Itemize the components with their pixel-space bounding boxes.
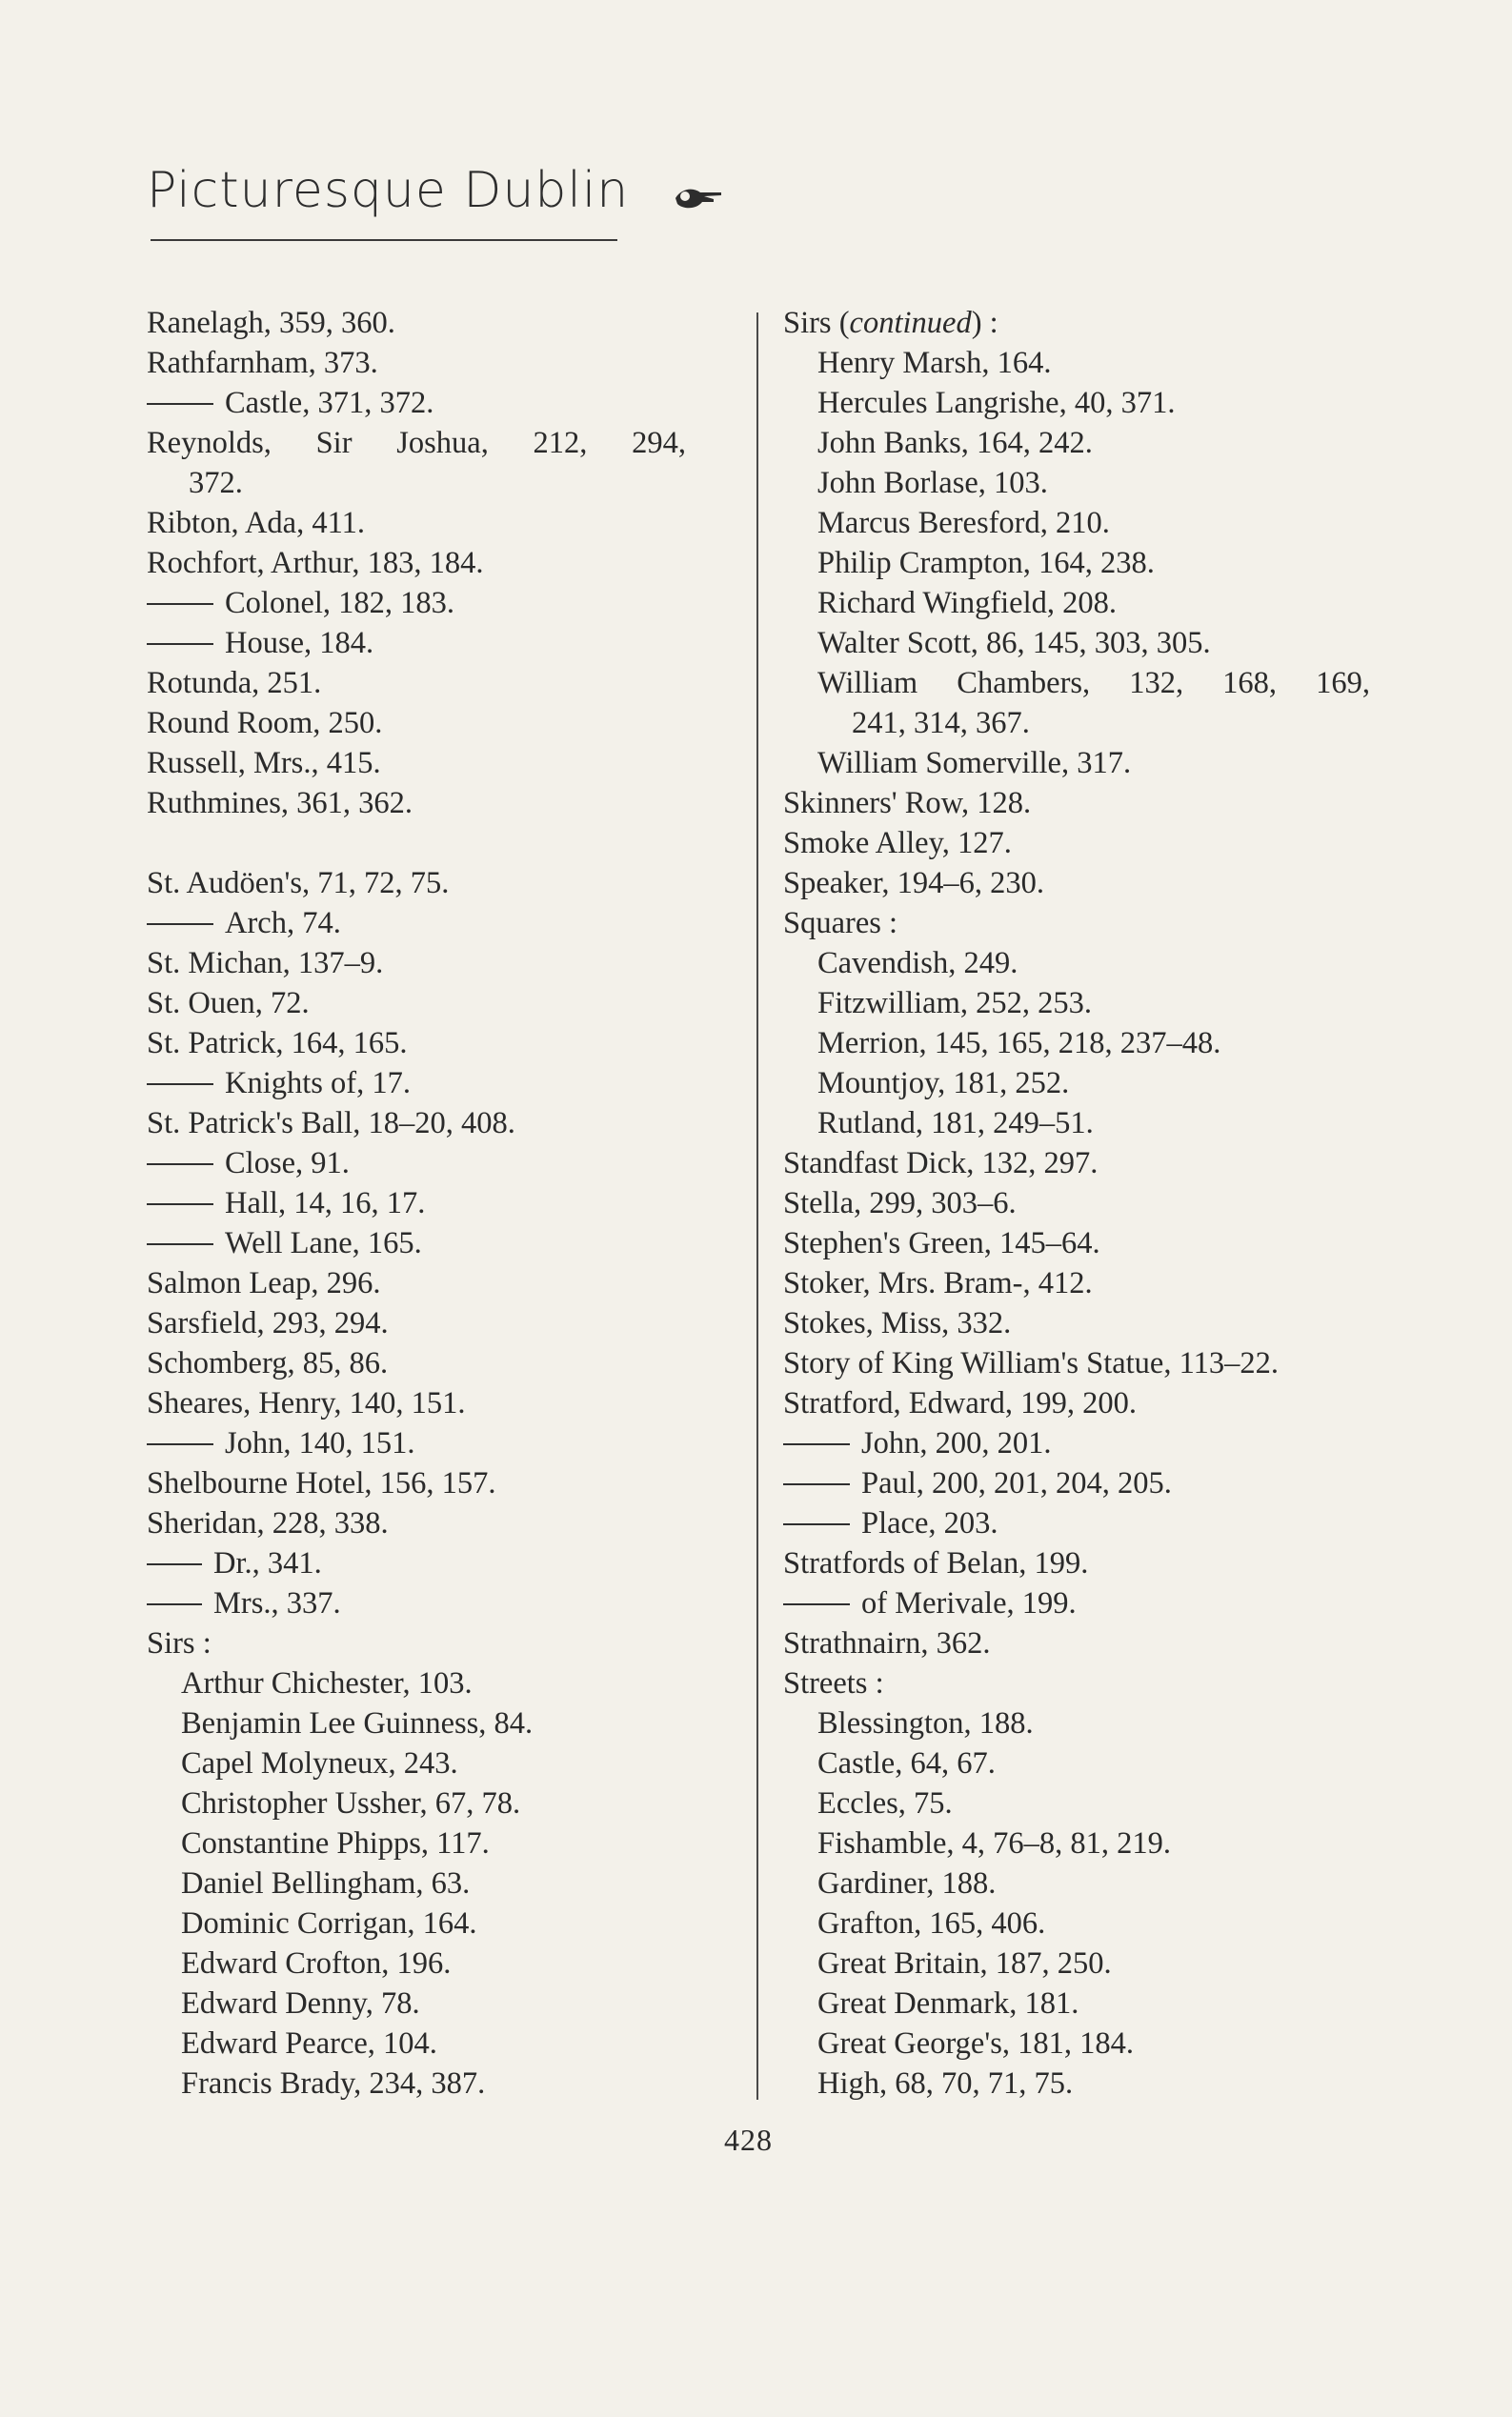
index-entry-text: Smoke Alley, 127. bbox=[783, 826, 1012, 860]
page-number: 428 bbox=[724, 2123, 773, 2157]
index-entry-text: House, 184. bbox=[225, 626, 374, 660]
index-entry bbox=[147, 1103, 714, 1143]
index-entry bbox=[147, 703, 714, 743]
index-entry-word: Sir bbox=[315, 426, 353, 460]
index-entry bbox=[783, 1383, 1393, 1423]
index-entry bbox=[147, 983, 714, 1023]
index-entry-text: Great Denmark, 181. bbox=[817, 1986, 1079, 2021]
index-entry bbox=[783, 1703, 1393, 1743]
index-entry-text: St. Patrick's Ball, 18–20, 408. bbox=[147, 1106, 515, 1140]
ditto-dash bbox=[147, 1443, 213, 1445]
index-entry-text: Rotunda, 251. bbox=[147, 666, 322, 700]
index-entry bbox=[147, 503, 714, 543]
index-column-right bbox=[783, 303, 1393, 2104]
index-entry-text: Russell, Mrs., 415. bbox=[147, 746, 381, 780]
ditto-dash bbox=[147, 1603, 202, 1605]
index-entry bbox=[783, 2064, 1393, 2104]
index-entry-text: Richard Wingfield, 208. bbox=[817, 586, 1118, 620]
index-entry bbox=[147, 1023, 714, 1063]
ditto-dash bbox=[147, 403, 213, 405]
index-entry bbox=[783, 1343, 1393, 1383]
index-entry-text: Close, 91. bbox=[225, 1146, 350, 1180]
index-entry bbox=[783, 1984, 1393, 2024]
index-entry-text: Stephen's Green, 145–64. bbox=[783, 1226, 1100, 1260]
index-entry bbox=[147, 623, 714, 663]
ditto-dash bbox=[783, 1483, 850, 1485]
index-entry-word: Chambers, bbox=[957, 666, 1091, 700]
index-entry bbox=[147, 1984, 714, 2024]
ditto-dash bbox=[147, 603, 213, 605]
column-divider bbox=[756, 312, 758, 2100]
index-entry-text: Well Lane, 165. bbox=[225, 1226, 422, 1260]
index-entry bbox=[147, 1223, 714, 1263]
index-entry-text: St. Patrick, 164, 165. bbox=[147, 1026, 408, 1060]
index-entry-text: Stratfords of Belan, 199. bbox=[783, 1546, 1089, 1581]
index-entry-word: 294, bbox=[632, 426, 686, 460]
index-entry-text: Merrion, 145, 165, 218, 237–48. bbox=[817, 1026, 1221, 1060]
index-entry bbox=[147, 1944, 714, 1984]
index-entry bbox=[147, 1703, 714, 1743]
index-entry-text: Christopher Ussher, 67, 78. bbox=[181, 1786, 521, 1821]
index-entry bbox=[783, 503, 1393, 543]
index-entry-text: Sirs ( bbox=[783, 306, 850, 340]
index-entry-text: Knights of, 17. bbox=[225, 1066, 411, 1100]
index-entry-text: Hercules Langrishe, 40, 371. bbox=[817, 386, 1176, 420]
index-entry-text: Mrs., 337. bbox=[213, 1586, 341, 1621]
index-entry bbox=[783, 1583, 1393, 1623]
index-entry-text: Fitzwilliam, 252, 253. bbox=[817, 986, 1092, 1020]
ditto-dash bbox=[147, 1563, 202, 1565]
index-entry-text: Skinners' Row, 128. bbox=[783, 786, 1032, 820]
index-entry bbox=[783, 1783, 1393, 1823]
index-entry bbox=[783, 1944, 1393, 1984]
index-entry bbox=[147, 943, 714, 983]
index-entry bbox=[147, 1183, 714, 1223]
index-entry bbox=[147, 1863, 714, 1903]
index-entry bbox=[783, 703, 1393, 743]
index-entry bbox=[147, 1063, 714, 1103]
index-entry bbox=[783, 1263, 1393, 1303]
index-entry bbox=[147, 863, 714, 903]
index-entry-text: Standfast Dick, 132, 297. bbox=[783, 1146, 1099, 1180]
index-entry-text: Daniel Bellingham, 63. bbox=[181, 1866, 471, 1901]
index-entry bbox=[147, 1143, 714, 1183]
index-entry-text: Hall, 14, 16, 17. bbox=[225, 1186, 426, 1220]
index-entry bbox=[783, 383, 1393, 423]
index-entry bbox=[147, 783, 714, 823]
index-entry bbox=[783, 943, 1393, 983]
index-entry bbox=[147, 1623, 714, 1663]
index-entry-text: Paul, 200, 201, 204, 205. bbox=[861, 1466, 1172, 1501]
index-entry bbox=[783, 1023, 1393, 1063]
index-entry bbox=[147, 1903, 714, 1944]
index-entry-text: Great George's, 181, 184. bbox=[817, 2026, 1134, 2061]
index-entry-word: Reynolds, bbox=[147, 426, 272, 460]
index-entry bbox=[147, 1823, 714, 1863]
index-entry bbox=[147, 583, 714, 623]
index-entry-text: Ruthmines, 361, 362. bbox=[147, 786, 413, 820]
index-entry bbox=[783, 1143, 1393, 1183]
index-entry-text: Philip Crampton, 164, 238. bbox=[817, 546, 1155, 580]
index-entry-text: Stokes, Miss, 332. bbox=[783, 1306, 1012, 1340]
index-entry-text: William Somerville, 317. bbox=[817, 746, 1132, 780]
index-entry-text: John, 140, 151. bbox=[225, 1426, 415, 1460]
index-entry bbox=[147, 1743, 714, 1783]
index-entry bbox=[783, 343, 1393, 383]
index-entry-text: Edward Denny, 78. bbox=[181, 1986, 420, 2021]
ditto-dash bbox=[783, 1603, 850, 1605]
index-entry-text: Stoker, Mrs. Bram-, 412. bbox=[783, 1266, 1093, 1300]
index-entry-text: St. Audöen's, 71, 72, 75. bbox=[147, 866, 450, 900]
index-entry-text: Edward Pearce, 104. bbox=[181, 2026, 437, 2061]
ditto-dash bbox=[783, 1523, 850, 1525]
index-entry-text: Streets : bbox=[783, 1666, 884, 1701]
index-entry-text: Story of King William's Statue, 113–22. bbox=[783, 1346, 1280, 1380]
index-entry bbox=[147, 423, 686, 463]
index-entry-word: 212, bbox=[533, 426, 588, 460]
index-entry-text: Edward Crofton, 196. bbox=[181, 1946, 452, 1981]
index-entry-text: St. Michan, 137–9. bbox=[147, 946, 384, 980]
index-entry bbox=[147, 1783, 714, 1823]
index-entry bbox=[783, 1183, 1393, 1223]
index-entry-text: Henry Marsh, 164. bbox=[817, 346, 1052, 380]
index-entry-text: Salmon Leap, 296. bbox=[147, 1266, 381, 1300]
index-entry-text: St. Ouen, 72. bbox=[147, 986, 310, 1020]
index-entry-text: Dr., 341. bbox=[213, 1546, 322, 1581]
index-entry bbox=[147, 1543, 714, 1583]
index-entry bbox=[783, 1303, 1393, 1343]
index-entry bbox=[147, 1583, 714, 1623]
index-entry bbox=[147, 1383, 714, 1423]
index-entry bbox=[783, 1503, 1393, 1543]
index-entry bbox=[147, 463, 714, 503]
index-entry-text: Stratford, Edward, 199, 200. bbox=[783, 1386, 1137, 1420]
index-entry bbox=[783, 2024, 1393, 2064]
ditto-dash bbox=[147, 643, 213, 645]
index-entry-text: 241, 314, 367. bbox=[852, 706, 1030, 740]
index-entry bbox=[783, 1463, 1393, 1503]
index-entry-text: Blessington, 188. bbox=[817, 1706, 1034, 1741]
index-entry-text: Dominic Corrigan, 164. bbox=[181, 1906, 477, 1941]
index-entry-text: Shelbourne Hotel, 156, 157. bbox=[147, 1466, 496, 1501]
index-entry bbox=[783, 663, 1370, 703]
index-entry bbox=[783, 743, 1393, 783]
index-entry bbox=[783, 1903, 1393, 1944]
index-entry-text: Rochfort, Arthur, 183, 184. bbox=[147, 546, 484, 580]
index-entry-text: Grafton, 165, 406. bbox=[817, 1906, 1046, 1941]
index-entry bbox=[147, 2064, 714, 2104]
index-entry-text: Constantine Phipps, 117. bbox=[181, 1826, 490, 1861]
index-entry-word: 169, bbox=[1316, 666, 1370, 700]
index-entry bbox=[783, 863, 1393, 903]
ditto-dash bbox=[783, 1443, 850, 1445]
ditto-dash bbox=[147, 1243, 213, 1245]
index-entry bbox=[783, 1863, 1393, 1903]
index-entry-text: John, 200, 201. bbox=[861, 1426, 1052, 1460]
index-entry-text: John Banks, 164, 242. bbox=[817, 426, 1093, 460]
index-entry-text: Colonel, 182, 183. bbox=[225, 586, 455, 620]
index-entry bbox=[783, 1223, 1393, 1263]
index-entry-text: Marcus Beresford, 210. bbox=[817, 506, 1110, 540]
index-entry-text: Stella, 299, 303–6. bbox=[783, 1186, 1017, 1220]
index-entry bbox=[147, 743, 714, 783]
index-entry-word: Joshua, bbox=[396, 426, 489, 460]
index-entry-text: Squares : bbox=[783, 906, 898, 940]
index-entry bbox=[147, 2024, 714, 2064]
index-entry bbox=[783, 1103, 1393, 1143]
index-entry-text: Castle, 371, 372. bbox=[225, 386, 434, 420]
index-entry bbox=[147, 1303, 714, 1343]
ditto-dash bbox=[147, 1203, 213, 1205]
index-entry-text: Speaker, 194–6, 230. bbox=[783, 866, 1044, 900]
index-entry bbox=[783, 543, 1393, 583]
index-entry bbox=[783, 423, 1393, 463]
index-entry bbox=[147, 903, 714, 943]
index-entry bbox=[783, 1623, 1393, 1663]
index-entry-text: Walter Scott, 86, 145, 303, 305. bbox=[817, 626, 1211, 660]
index-entry bbox=[147, 1263, 714, 1303]
index-entry-text: Sheares, Henry, 140, 151. bbox=[147, 1386, 466, 1420]
index-entry-text: Arthur Chichester, 103. bbox=[181, 1666, 473, 1701]
index-entry bbox=[783, 1423, 1393, 1463]
index-entry bbox=[783, 583, 1393, 623]
index-entry bbox=[783, 1663, 1393, 1703]
index-entry-text: Ribton, Ada, 411. bbox=[147, 506, 366, 540]
running-head-title: Picturesque Dublin bbox=[147, 162, 630, 219]
index-entry-text: Benjamin Lee Guinness, 84. bbox=[181, 1706, 534, 1741]
index-entry bbox=[147, 663, 714, 703]
index-entry-italic: continued bbox=[849, 306, 972, 340]
index-entry-text: of Merivale, 199. bbox=[861, 1586, 1077, 1621]
index-entry-text: Sheridan, 228, 338. bbox=[147, 1506, 389, 1541]
index-entry-text: High, 68, 70, 71, 75. bbox=[817, 2066, 1074, 2101]
hand-fleuron-icon bbox=[672, 181, 725, 213]
index-entry bbox=[147, 1423, 714, 1463]
index-entry-text: Arch, 74. bbox=[225, 906, 341, 940]
index-entry bbox=[783, 1743, 1393, 1783]
index-entry-word: William bbox=[817, 666, 918, 700]
index-entry bbox=[147, 1503, 714, 1543]
index-entry-suffix: ) : bbox=[971, 306, 998, 340]
index-entry bbox=[783, 823, 1393, 863]
index-entry-text: Gardiner, 188. bbox=[817, 1866, 997, 1901]
index-entry bbox=[147, 303, 714, 343]
index-entry-text: Mountjoy, 181, 252. bbox=[817, 1066, 1070, 1100]
index-entry-text: John Borlase, 103. bbox=[817, 466, 1048, 500]
index-entry-text: Castle, 64, 67. bbox=[817, 1746, 996, 1781]
ditto-dash bbox=[147, 1083, 213, 1085]
index-entry bbox=[783, 783, 1393, 823]
index-entry bbox=[147, 543, 714, 583]
index-entry bbox=[783, 1823, 1393, 1863]
running-head-rule bbox=[151, 239, 617, 241]
index-entry bbox=[783, 463, 1393, 503]
index-entry-text: Place, 203. bbox=[861, 1506, 998, 1541]
index-entry bbox=[783, 623, 1393, 663]
index-entry bbox=[147, 1663, 714, 1703]
index-entry-text: Great Britain, 187, 250. bbox=[817, 1946, 1112, 1981]
index-entry-text: Fishamble, 4, 76–8, 81, 219. bbox=[817, 1826, 1172, 1861]
index-column-left bbox=[147, 303, 714, 2104]
index-entry-text: 372. bbox=[189, 466, 243, 500]
index-entry-text: Cavendish, 249. bbox=[817, 946, 1018, 980]
index-section-gap bbox=[147, 823, 714, 863]
index-entry-text: Sirs : bbox=[147, 1626, 212, 1661]
ditto-dash bbox=[147, 1163, 213, 1165]
index-entry-text: Sarsfield, 293, 294. bbox=[147, 1306, 389, 1340]
index-entry bbox=[783, 903, 1393, 943]
index-entry bbox=[147, 1343, 714, 1383]
index-entry bbox=[783, 1063, 1393, 1103]
index-entry-text: Rathfarnham, 373. bbox=[147, 346, 378, 380]
index-entry-text: Francis Brady, 234, 387. bbox=[181, 2066, 486, 2101]
index-entry-text: Schomberg, 85, 86. bbox=[147, 1346, 389, 1380]
index-entry-text: Strathnairn, 362. bbox=[783, 1626, 991, 1661]
index-entry-word: 132, bbox=[1129, 666, 1184, 700]
index-entry bbox=[147, 343, 714, 383]
index-entry-word: 168, bbox=[1222, 666, 1278, 700]
index-entry bbox=[783, 1543, 1393, 1583]
index-entry bbox=[783, 983, 1393, 1023]
ditto-dash bbox=[147, 923, 213, 925]
index-entry-text: Capel Molyneux, 243. bbox=[181, 1746, 458, 1781]
index-entry bbox=[783, 303, 1393, 343]
index-entry-text: Eccles, 75. bbox=[817, 1786, 953, 1821]
index-entry-text: Ranelagh, 359, 360. bbox=[147, 306, 395, 340]
index-entry bbox=[147, 1463, 714, 1503]
index-entry-text: Rutland, 181, 249–51. bbox=[817, 1106, 1094, 1140]
index-entry bbox=[147, 383, 714, 423]
index-entry-text: Round Room, 250. bbox=[147, 706, 383, 740]
